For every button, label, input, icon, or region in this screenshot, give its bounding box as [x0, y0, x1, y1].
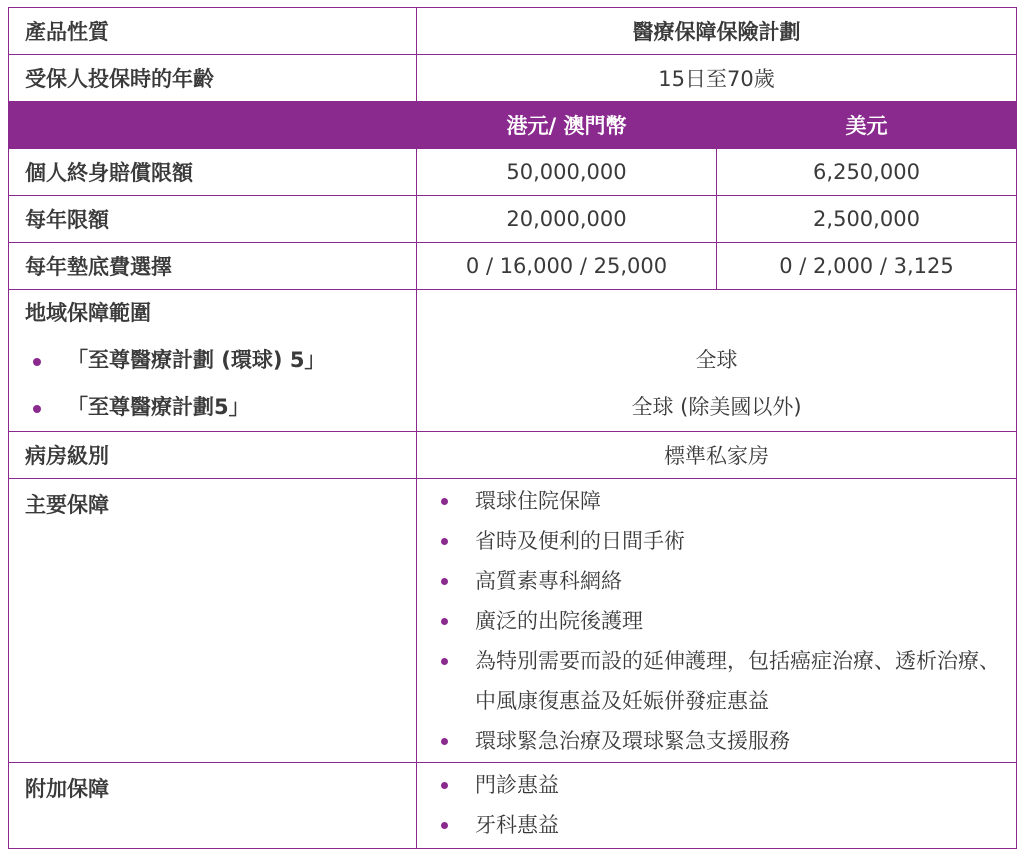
region-value-spacer: [417, 290, 1016, 337]
list-item: 牙科惠益: [417, 805, 1016, 845]
lifetime-limit-usd: 6,250,000: [717, 149, 1017, 196]
row-age: [9, 55, 1017, 102]
main-benefits-label: 主要保障: [9, 479, 417, 763]
benefits-table-container: [8, 7, 1016, 849]
currency-header-usd: 美元: [717, 102, 1017, 149]
row-annual-limit: [9, 196, 1017, 243]
extra-benefits-list: [417, 765, 1016, 845]
row-region: [9, 290, 1017, 432]
row-deductible: [9, 243, 1017, 290]
deductible-hkd: 0 / 16,000 / 25,000: [417, 243, 717, 290]
list-item: 為特別需要而設的延伸護理，包括癌症治療、透析治療、中風康復惠益及妊娠併發症惠益: [417, 641, 1004, 721]
region-item-exus-name: 「至尊醫療計劃5」: [9, 384, 416, 431]
currency-header-blank: [9, 102, 417, 149]
row-main-benefits: [9, 479, 1017, 763]
age-label: 受保人投保時的年齡: [9, 55, 417, 102]
deductible-usd: 0 / 2,000 / 3,125: [717, 243, 1017, 290]
region-label: 地域保障範圍: [25, 301, 151, 325]
list-item: 高質素專科網絡: [417, 561, 1004, 601]
age-value: 15日至70歲: [417, 55, 1017, 102]
lifetime-limit-label: 個人終身賠償限額: [9, 149, 417, 196]
benefits-table: [8, 7, 1017, 849]
deductible-label: 每年墊底費選擇: [9, 243, 417, 290]
region-item-global-value: 全球: [695, 348, 738, 372]
list-item: 門診惠益: [417, 765, 1016, 805]
region-item-exus-value: 全球 (除美國以外): [631, 395, 802, 419]
list-item: 環球緊急治療及環球緊急支援服務: [417, 721, 1004, 761]
annual-limit-usd: 2,500,000: [717, 196, 1017, 243]
product-value: 醫療保障保險計劃: [417, 8, 1017, 55]
main-benefits-list: [417, 481, 1004, 761]
row-ward: [9, 432, 1017, 479]
region-item-global-name: 「至尊醫療計劃 (環球) 5」: [9, 337, 416, 384]
extra-benefits-label: 附加保障: [9, 763, 417, 849]
ward-value: 標準私家房: [417, 432, 1017, 479]
row-extra-benefits: [9, 763, 1017, 849]
ward-label: 病房級別: [9, 432, 417, 479]
extra-benefits-cell: [417, 763, 1017, 849]
row-product: [9, 8, 1017, 55]
list-item: 廣泛的出院後護理: [417, 601, 1004, 641]
currency-header-row: [9, 102, 1017, 149]
region-label-cell: [9, 290, 417, 432]
main-benefits-cell: [417, 479, 1017, 763]
product-label: 產品性質: [9, 8, 417, 55]
list-item: 省時及便利的日間手術: [417, 521, 1004, 561]
annual-limit-label: 每年限額: [9, 196, 417, 243]
currency-header-hkd: 港元/ 澳門幣: [417, 102, 717, 149]
row-lifetime-limit: [9, 149, 1017, 196]
annual-limit-hkd: 20,000,000: [417, 196, 717, 243]
lifetime-limit-hkd: 50,000,000: [417, 149, 717, 196]
region-value-cell: [417, 290, 1017, 432]
list-item: 環球住院保障: [417, 481, 1004, 521]
